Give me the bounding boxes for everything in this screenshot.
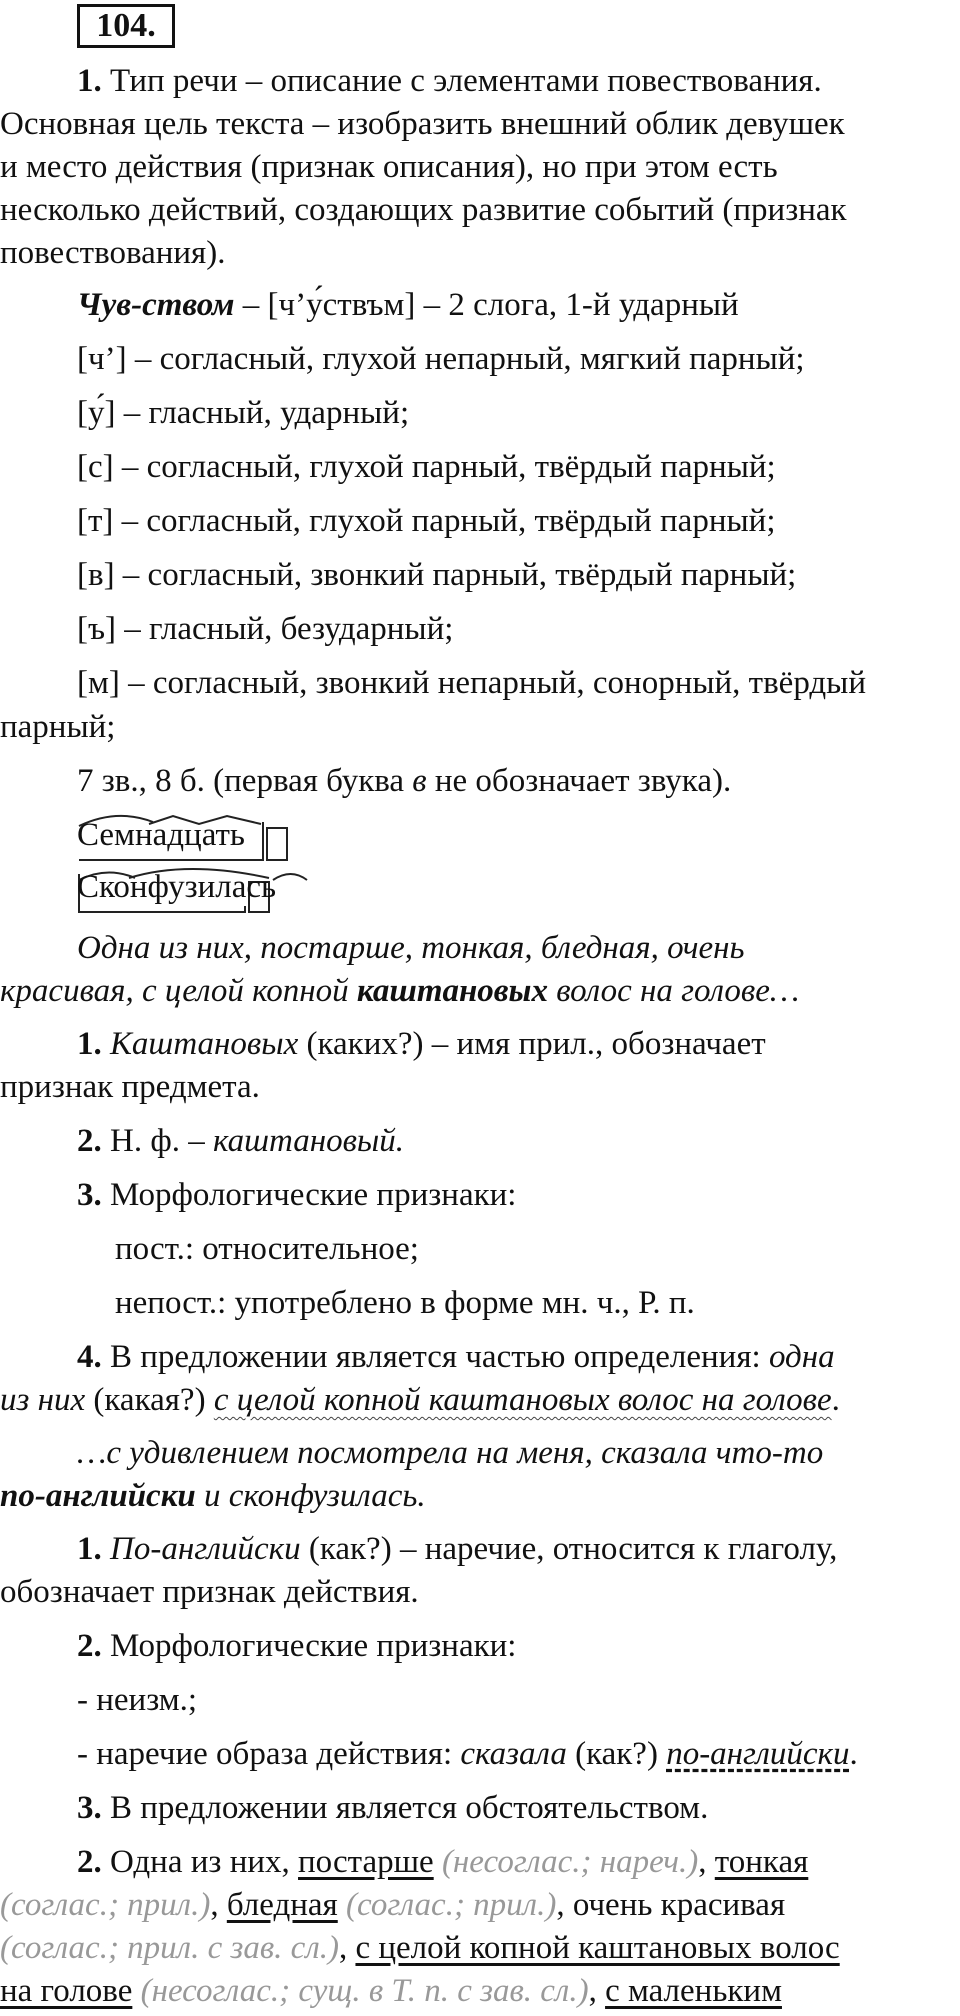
- item-number: 1.: [77, 1026, 102, 1062]
- sound-count: [0, 760, 960, 803]
- adj-item-2: [0, 1120, 960, 1163]
- text: (какая?): [85, 1382, 214, 1418]
- sound-line: [ч’] – согласный, глухой непарный, мягкий парный;: [77, 341, 805, 377]
- text: Каштановых: [101, 1026, 299, 1062]
- grammar-note: (соглас.; прил.): [0, 1887, 211, 1923]
- underlined-phrase: с целой копной каштановых волос: [355, 1930, 840, 1966]
- morphemic-word-2: [77, 866, 276, 909]
- adj-post: пост.: относительное;: [115, 1231, 419, 1267]
- text: Одна из них, постарше, тонкая, бледная, очень: [77, 930, 745, 966]
- text: Н. ф. –: [101, 1123, 213, 1159]
- underlined-word: тонкая: [714, 1844, 809, 1880]
- text: по-английски: [0, 1478, 196, 1514]
- text: Морфологические признаки:: [101, 1628, 517, 1664]
- text: …с удивлением посмотрела на меня, сказала что-то: [77, 1435, 824, 1471]
- text: По-английски: [101, 1531, 301, 1567]
- text: В предложении является обстоятельством.: [101, 1790, 709, 1826]
- morphemic-word: Сконфузилась: [77, 869, 277, 905]
- text: 7 зв., 8 б. (первая буква: [77, 763, 413, 799]
- text: не обозначает звука).: [426, 763, 732, 799]
- text: ,: [338, 1930, 356, 1966]
- text: .: [849, 1736, 858, 1772]
- text: ,: [588, 1973, 606, 2009]
- phonetic-word: Чув-ством: [77, 287, 235, 323]
- text-line: Основная цель текста – изобразить внешний облик девушек: [0, 106, 845, 142]
- text: красивая, с целой копной: [0, 973, 357, 1009]
- phonetic-heading: [0, 284, 960, 327]
- text: и сконфузилась.: [195, 1478, 426, 1514]
- adv-detail-1: - неизм.;: [77, 1682, 198, 1718]
- grammar-note: (несоглас.; сущ. в Т. п. с зав. сл.): [132, 1973, 589, 2009]
- sound-line: [у́] – гласный, ударный;: [77, 395, 410, 431]
- p2-line: [0, 1841, 960, 1884]
- text: из них: [0, 1382, 86, 1418]
- text: ,: [210, 1887, 227, 1923]
- p2-line: [0, 1884, 960, 1927]
- text: Тип речи – описание с элементами повествования.: [101, 63, 822, 99]
- p2-line: [0, 1927, 960, 1970]
- adv-item-3: [0, 1787, 960, 1830]
- item-number: 3.: [77, 1177, 102, 1213]
- text-line: и место действия (признак описания), но при этом есть: [0, 149, 778, 185]
- underlined-word: постарше: [298, 1844, 434, 1880]
- p2-line: [0, 1970, 960, 2013]
- adv-item-1: [0, 1528, 960, 1571]
- text: каштановых: [356, 973, 548, 1009]
- wavy-underlined-phrase: с целой копной каштановых волос на голове: [213, 1382, 832, 1418]
- item-number: 2.: [77, 1844, 102, 1880]
- sound-line-cont: парный;: [0, 709, 116, 745]
- grammar-note: (соглас.; прил.): [337, 1887, 557, 1923]
- transcription: – [ч’у́ствъм] – 2 слога, 1-й ударный: [234, 287, 739, 323]
- sound-line: [с] – согласный, глухой парный, твёрдый парный;: [77, 449, 776, 485]
- text: ,: [698, 1844, 715, 1880]
- item-number: 1.: [77, 63, 102, 99]
- text: Морфологические признаки:: [101, 1177, 517, 1213]
- text: .: [831, 1382, 840, 1418]
- item-number: 1.: [77, 1531, 102, 1567]
- quote-line: [0, 927, 960, 970]
- adj-item-4: [0, 1336, 960, 1379]
- quote-line: [0, 1475, 960, 1518]
- text: - наречие образа действия:: [77, 1736, 461, 1772]
- text: (как?): [566, 1736, 667, 1772]
- exercise-number: 104.: [77, 4, 175, 48]
- sound-line: [т] – согласный, глухой парный, твёрдый парный;: [77, 503, 776, 539]
- text-line: повествования).: [0, 235, 226, 271]
- underlined-phrase: с маленьким: [605, 1973, 782, 2009]
- underlined-word: бледная: [226, 1887, 338, 1923]
- text: Одна из них,: [101, 1844, 299, 1880]
- text: одна: [768, 1339, 835, 1375]
- adv-item-1-cont: обозначает признак действия.: [0, 1574, 419, 1610]
- text: сказала: [460, 1736, 567, 1772]
- item-number: 2.: [77, 1123, 102, 1159]
- text-line: несколько действий, создающих развитие событий (признак: [0, 192, 847, 228]
- quote-line: [0, 970, 960, 1013]
- text: (как?) – наречие, относится к глаголу,: [300, 1531, 838, 1567]
- item-number: 4.: [77, 1339, 102, 1375]
- grammar-note: (несоглас.; нареч.): [433, 1844, 699, 1880]
- text: в: [412, 763, 427, 799]
- underlined-phrase: на голове: [0, 1973, 133, 2009]
- text-line: [0, 60, 960, 103]
- morphemic-word-1: [77, 814, 245, 857]
- sound-line: [в] – согласный, звонкий парный, твёрдый парный;: [77, 557, 797, 593]
- underlined-word: по-английски: [666, 1736, 850, 1772]
- text: волос на голове…: [547, 973, 800, 1009]
- text: , очень красивая: [556, 1887, 786, 1923]
- adj-nepost: непост.: употреблено в форме мн. ч., Р. п.: [115, 1285, 695, 1321]
- morphemic-word: Семнадцать: [77, 817, 245, 853]
- adj-item-3: [0, 1174, 960, 1217]
- text: (каких?) – имя прил., обозначает: [298, 1026, 766, 1062]
- sound-line: [м] – согласный, звонкий непарный, сонорный, твёрдый: [77, 665, 867, 701]
- quote-line: [0, 1432, 960, 1475]
- text: каштановый.: [212, 1123, 405, 1159]
- adv-item-2: [0, 1625, 960, 1668]
- grammar-note: (соглас.; прил. с зав. сл.): [0, 1930, 339, 1966]
- adj-item-4-cont: [0, 1379, 960, 1422]
- item-number: 3.: [77, 1790, 102, 1826]
- item-number: 2.: [77, 1628, 102, 1664]
- adj-item-1-cont: признак предмета.: [0, 1069, 260, 1105]
- adj-item-1: [0, 1023, 960, 1066]
- sound-line: [ъ] – гласный, безударный;: [77, 611, 454, 647]
- text: В предложении является частью определения:: [101, 1339, 769, 1375]
- adv-detail-2: [0, 1733, 960, 1776]
